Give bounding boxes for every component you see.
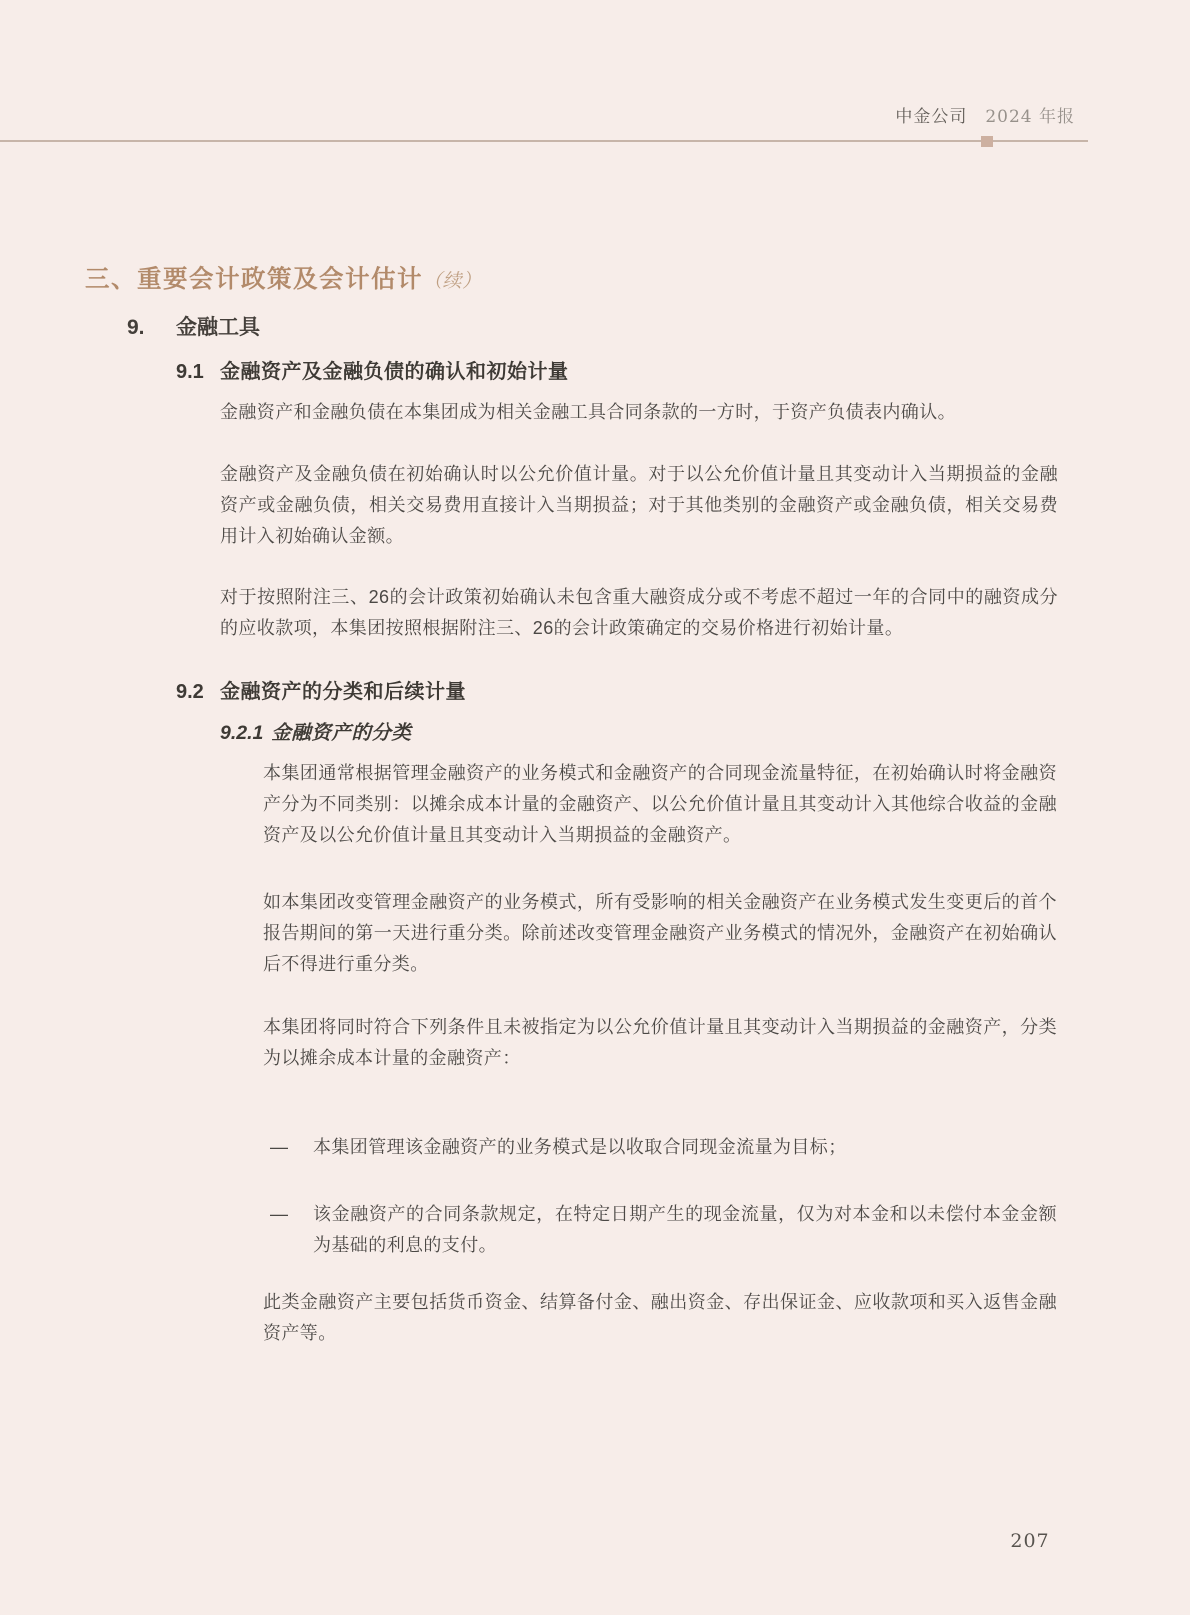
header-company-name: 中金公司 — [895, 107, 968, 127]
chapter-title-text: 三、重要会计政策及会计估计 — [85, 266, 423, 293]
paragraph-9-2-1-1: 本集团通常根据管理金融资产的业务模式和金融资产的合同现金流量特征，在初始确认时将金融资产分为不同类别：以摊余成本计量的金融资产、以公允价值计量且其变动计入其他综合收益的金融资产及以公允价值计量且其变动计入当期损益的金融资产。 — [263, 763, 1057, 845]
section-9-title: 金融工具 — [176, 316, 260, 339]
page-header — [895, 102, 1075, 127]
section-9-2-number: 9.2 — [176, 681, 204, 703]
page-number: 207 — [1010, 1530, 1050, 1552]
paragraph-9-1-1: 金融资产和金融负债在本集团成为相关金融工具合同条款的一方时，于资产负债表内确认。 — [220, 402, 956, 422]
paragraph-9-1-2: 金融资产及金融负债在初始确认时以公允价值计量。对于以公允价值计量且其变动计入当期损益的金融资产或金融负债，相关交易费用直接计入当期损益；对于其他类别的金融资产或金融负债，相关交易费用计入初始确认金额。 — [220, 464, 1058, 546]
header-rule-square — [981, 136, 993, 147]
header-rule — [0, 140, 1088, 142]
paragraph-9-1-3: 对于按照附注三、26的会计政策初始确认未包含重大融资成分或不考虑不超过一年的合同中的融资成分的应收款项，本集团按照根据附注三、26的会计政策确定的交易价格进行初始计量。 — [220, 587, 1058, 638]
section-9-2-heading — [176, 675, 466, 704]
bullet-2-text: 该金融资产的合同条款规定，在特定日期产生的现金流量，仅为对本金和以未偿付本金金额为基础的利息的支付。 — [313, 1204, 1057, 1255]
section-9-1-heading — [176, 355, 569, 384]
paragraph-9-2-1-3: 本集团将同时符合下列条件且未被指定为以公允价值计量且其变动计入当期损益的金融资产，分类为以摊余成本计量的金融资产： — [263, 1017, 1057, 1068]
section-9-number: 9. — [127, 316, 145, 339]
bullet-1-dash: — — [270, 1137, 288, 1157]
header-report-title: 2024 年报 — [985, 107, 1075, 127]
section-9-1-number: 9.1 — [176, 361, 204, 383]
paragraph-9-2-1-2: 如本集团改变管理金融资产的业务模式，所有受影响的相关金融资产在业务模式发生变更后的首个报告期间的第一天进行重分类。除前述改变管理金融资产业务模式的情况外，金融资产在初始确认后不得进行重分类。 — [263, 892, 1057, 974]
section-9-2-1-title: 金融资产的分类 — [271, 722, 412, 744]
bullet-2-dash: — — [270, 1204, 288, 1224]
chapter-title-continued: （续） — [423, 271, 482, 292]
section-9-2-1-heading — [220, 717, 411, 745]
section-9-heading — [127, 311, 260, 341]
section-9-2-1-number: 9.2.1 — [220, 722, 264, 744]
chapter-title — [85, 260, 482, 295]
paragraph-9-2-1-4: 此类金融资产主要包括货币资金、结算备付金、融出资金、存出保证金、应收款项和买入返售金融资产等。 — [263, 1292, 1057, 1343]
section-9-1-title: 金融资产及金融负债的确认和初始计量 — [220, 361, 569, 383]
bullet-1-text: 本集团管理该金融资产的业务模式是以收取合同现金流量为目标； — [313, 1137, 847, 1157]
section-9-2-title: 金融资产的分类和后续计量 — [220, 681, 466, 703]
